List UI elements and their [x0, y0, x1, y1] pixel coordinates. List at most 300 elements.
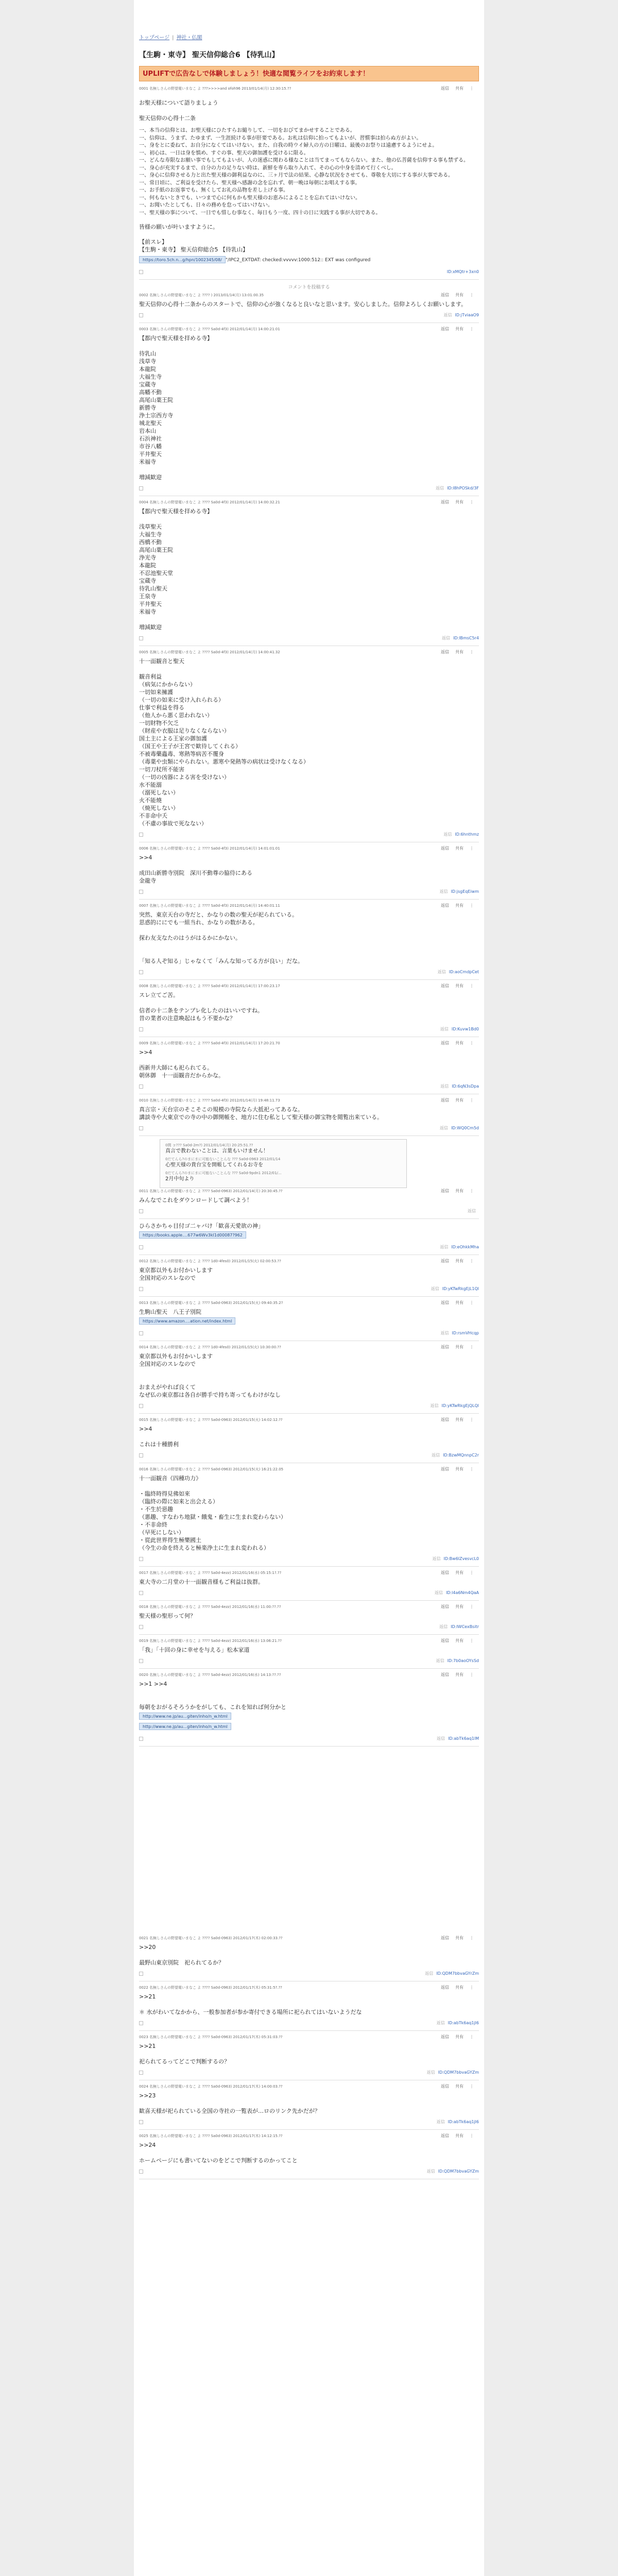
embedded-quote	[160, 1139, 407, 1188]
checkbox-icon[interactable]	[139, 2120, 143, 2124]
external-link[interactable]: https://toro.5ch.n...g/hpn/1002345/08/	[139, 256, 226, 263]
checkbox-icon[interactable]	[139, 636, 143, 640]
post-body: >>4 成田山新勝寺別院 深川不動尊の脇侍にある 金龍寺	[139, 854, 252, 884]
post-id[interactable]: ID:lBmsC5r4	[453, 636, 479, 640]
post-body: 十一面観音と聖天 観音利益 （病気にかからない） 一切如来擁護 （一切の如来に受け入れられる） 仕事で利益を得る （他人から悪く思われない） 一切財物不欠乏 （財産や衣服は足りなくならない） 国土主による王家の御加護 （国王や王子が王宮で歓待してくれる） 不被毒藥蟲毒、寒熱等病苦不覆身 （毒薬や虫類にやられない。悪寒や発熱等の病状は受けなくなる） 一切刀杖所不能害 （一切の凶器による害を受けない） 水不能溺 （溺死しない） 火不能燒 （焼死しない） 不非命中夭 （不慮の事故で死なない）	[139, 658, 309, 827]
post-closing: 皆様の願いが叶いますように。	[139, 224, 218, 230]
post-body: お聖天様について語りましょう 聖天信仰の心得十二条	[139, 99, 218, 122]
share-button[interactable]: 共有	[455, 1041, 464, 1045]
post-footer	[139, 1329, 479, 1337]
thread-post	[139, 2133, 479, 2179]
checkbox-icon[interactable]	[139, 1287, 143, 1291]
reply-count[interactable]: 返信	[440, 1027, 449, 1031]
divider	[139, 1668, 479, 1669]
checkbox-icon[interactable]	[139, 1737, 143, 1741]
reply-button[interactable]: 返信	[441, 1570, 449, 1575]
post-footer	[139, 1285, 479, 1293]
reply-button[interactable]: 返信	[441, 1259, 449, 1263]
post-id[interactable]: ID:aoCmdpCet	[449, 970, 479, 974]
menu-icon[interactable]: ⋮	[470, 1467, 474, 1471]
share-button[interactable]: 共有	[455, 1417, 464, 1422]
post-id[interactable]: ID:6qN3sDpa	[452, 1084, 479, 1089]
checkbox-icon[interactable]	[139, 2021, 143, 2025]
post-body: 東京都以外もお付かいします 全国対応のスレなので	[139, 1267, 213, 1281]
post-header: 0018 名無しさんの野望電いまなこ よ ???? Sa0d-4ezz) 2012/01/16(水) 11:00:??.??	[139, 1605, 281, 1609]
post-header: 0001 名無しさんの野望電いまなこ よ ???>>>>and ofoh96 2013/01/14(月) 12:30:15.??	[139, 87, 291, 91]
post-id[interactable]: ID:7b0aoOYsSd	[447, 1658, 479, 1663]
post-id[interactable]: ID:jTviaaO9	[455, 313, 479, 317]
post-footer	[139, 2167, 479, 2176]
post-body: 十一面観音《四種功力》 ・臨終時得見佛如來 （臨終の際に如来と出会える） ・不生於惡趣 （悪趣、すなわち地獄・餓鬼・畜生に生まれ変わらない） ・不非命終 （早死にしない） ・從此世界得生極樂國土 （今生の命を終えると極楽浄土に生まれ変われる）	[139, 1475, 286, 1551]
reply-button[interactable]: 返信	[441, 1041, 449, 1045]
post-id[interactable]: ID:yKTwRkgEjQLQl	[441, 1403, 479, 1408]
reply-count[interactable]: 返信	[436, 1658, 444, 1663]
share-button[interactable]: 共有	[455, 1300, 464, 1305]
reply-button[interactable]: 返信	[441, 293, 449, 297]
menu-icon[interactable]: ⋮	[470, 1300, 474, 1305]
reply-button[interactable]: 返信	[441, 2035, 449, 2039]
thread-post	[139, 983, 479, 1037]
embed-body: 心聖天様の貴台宝を開帳してくれるお寺を	[165, 1162, 263, 1168]
embed-header: 0だてんら?のまにまに可能ないことんな ??? Sa0d-0963 2012/01/14	[165, 1157, 281, 1161]
post-header: 0006 名無しさんの野望電いまなこ よ ???? Sa0d-4f3) 2012/01/14(月) 14:01:01.01	[139, 846, 280, 851]
post-ops	[435, 1638, 474, 1644]
thread-post	[139, 845, 479, 900]
reply-count[interactable]: 返信	[436, 486, 444, 490]
post-footer	[139, 1555, 479, 1563]
post-body: 【都内で聖天様を拝める寺】 待乳山 浅草寺 本龍院 大福生寺 宝蔵寺 高幡不動 高尾山薬王院 新勝寺 浄土宗西方寺 城北聖天 岩本山 石浜神社 市谷八幡 平井聖天 米福寺 増減歓迎	[139, 335, 213, 481]
thread-post	[139, 1097, 479, 1136]
post-id[interactable]: ID:xMQtr+3xn0	[447, 269, 479, 274]
menu-icon[interactable]: ⋮	[470, 1570, 474, 1575]
post-footer	[139, 1451, 479, 1460]
checkbox-icon[interactable]	[139, 833, 143, 837]
thread-post	[139, 1040, 479, 1094]
breadcrumb-home[interactable]: トップページ	[139, 35, 170, 41]
thread-post	[139, 326, 479, 496]
post-id[interactable]: ID:QDM7bbvaGYrZm	[436, 1971, 479, 1976]
uplift-banner[interactable]: UPLIFTで広告なしで体験しましょう！快適な閲覧ライフをお約束します！	[139, 66, 479, 81]
embed-body: 2月中旬より	[165, 1176, 195, 1182]
menu-icon[interactable]: ⋮	[470, 2133, 474, 2138]
menu-icon[interactable]: ⋮	[470, 650, 474, 654]
breadcrumb: トップページ | 神社・仏閣	[139, 35, 202, 41]
post-relations: 【前スレ】 【生駒・東寺】 聖天信仰総合5 【待乳山】	[139, 239, 248, 253]
menu-icon[interactable]: ⋮	[470, 903, 474, 908]
post-body: >>21 ＊ 水がわいてなかから、一般参加者が参か寄付できる場所に祀られてはいないようだな	[139, 1993, 362, 2015]
post-ops	[435, 499, 474, 505]
reply-button[interactable]: 返信	[441, 2133, 449, 2138]
checkbox-icon[interactable]	[139, 1557, 143, 1561]
menu-icon[interactable]: ⋮	[470, 293, 474, 297]
external-link[interactable]: https://books.apple....677w6Wv3kl1d00087?962	[139, 1231, 246, 1239]
post-header: 0002 名無しさんの野望電いまなこ よ ???? ) 2013/01/14(月) 13:01:00.35	[139, 293, 264, 297]
post-rules: 一、本当の信仰とは、お聖天様にひたすらお縋りして、一切をおびてまかせすることである。 一、信仰は、うまず、たゆまず、一生涯続ける事が肝要である。お札は信仰に拍ってもよいが、習慣事は拍らぬ方がよい。 一、身をとに委ねて、お自分になくてはいけない。また、自我の時ウイ婦人の方の日曜は、最後のお祭りは遠慮するようにせよ。 一、初心は、一日は身を慎め、すぐの事、聖天の御加護を受けるに限る。 一、どんな寿限なお願い事でもしてもよいが、人の迷惑に関わる様なことは当てまってもならない。また、他の仏菩薩を信仰する事も禁ずる。 一、身心が充実するまで、自分の力の足りない時は、新鮮を専ら取り入れて、その心の中身を清めて行くべし。 一、身心に信仰させる力と出た聖天様の御利益なのに、三ヶ月で法の結果、心静な状況をさせても、尊敬を大切にする事が大事である。 一、常日頃に、ご利益を受けたら、聖天様へ感謝の念を忘れず、朝一晩は毎朝にお唱えする事。 一、お手紙のお返事でも、無くしてお礼の品物を差し上げる事。 一、何もないときでも、いつまで心に何もかも聖天様のお恵みによることを忘れてはいけない。 一、お聞いたとしても、日々の務めを怠ってはいけない。 一、聖天様の事について、一日でも惜しむ事なく、毎日もう一度、四十の日に実践する事が大切である。	[139, 128, 469, 216]
reply-button[interactable]: 返信	[441, 327, 449, 331]
first-post	[139, 86, 479, 276]
post-body: 東大寺の二月堂の十一面観音様もご利益は抜群。	[139, 1579, 264, 1585]
share-button[interactable]: 共有	[455, 846, 464, 851]
divider	[139, 2129, 479, 2130]
share-button[interactable]: 共有	[455, 903, 464, 908]
reply-count[interactable]: 返信	[431, 1286, 439, 1291]
menu-icon[interactable]: ⋮	[470, 1672, 474, 1677]
thread-post	[139, 499, 479, 646]
embed-body: 真言で教わないことは、言葉もいけません！	[165, 1148, 268, 1154]
post-id[interactable]: ID:Kuvw1Bd0	[451, 1027, 479, 1031]
error-text: "/IPC2_EXTDAT: checked:vvvvv:1000:512:: EXT was configured	[225, 258, 371, 263]
share-button[interactable]: 共有	[455, 1098, 464, 1103]
checkbox-icon[interactable]	[139, 1625, 143, 1629]
post-footer	[139, 1657, 479, 1665]
post-header: 0007 名無しさんの野望電いまなこ よ ???? Sa0d-4f3) 2012/01/14(月) 14:40:01.11	[139, 904, 280, 908]
post-ops	[435, 1188, 474, 1194]
share-button[interactable]: 共有	[455, 1467, 464, 1471]
reply-button[interactable]: 返信	[441, 984, 449, 988]
post-header: 0010 名無しさんの野望電いまなこ よ ???? Sa0d-4f3) 2012/01/14(月) 19:48:11.73	[139, 1098, 280, 1103]
thread-post	[139, 1985, 479, 2031]
checkbox-icon[interactable]	[139, 2071, 143, 2075]
thread-post	[139, 2034, 479, 2080]
post-ops	[435, 1040, 474, 1046]
post-header: 0004 名無しさんの野望電いまなこ よ ???? Sa0d-4f3) 2012/01/14(月) 14:00:32.21	[139, 500, 280, 504]
thread-post	[139, 1935, 479, 1981]
reply-count[interactable]: 返信	[434, 1590, 443, 1595]
checkbox-icon[interactable]	[139, 486, 143, 490]
reply-count[interactable]: 返信	[443, 832, 452, 837]
reply-count[interactable]: 返信	[439, 1126, 448, 1130]
reply-button[interactable]: 返信	[441, 1467, 449, 1471]
post-footer	[139, 888, 479, 896]
reply-button[interactable]: 返信	[441, 1098, 449, 1103]
post-ops	[435, 1935, 474, 1941]
thread-post	[139, 1466, 479, 1567]
checkbox-icon[interactable]	[139, 970, 143, 974]
post-id[interactable]: ID:yKTwRkgEjL1Ql	[442, 1286, 479, 1291]
post-header: 0020 名無しさんの野望電いまなこ よ ???? Sa0d-4ezz) 2012/01/16(水) 14:13:??.??	[139, 1673, 281, 1677]
share-button[interactable]: 共有	[455, 1638, 464, 1643]
post-ops	[435, 903, 474, 909]
post-footer	[139, 1124, 479, 1132]
post-body: 生駒山聖天 八王子別院	[139, 1309, 201, 1315]
checkbox-icon[interactable]	[139, 1027, 143, 1031]
post-body: >>23 歓喜天様が祀られている全国の寺社の一覧表が…ロのリンク先かだが？	[139, 2092, 320, 2114]
post-footer	[139, 634, 479, 642]
post-id[interactable]: ID:WQ0Cm5d	[451, 1126, 479, 1130]
thread-page	[134, 0, 484, 2576]
post-ops	[435, 1417, 474, 1423]
post-footer	[139, 1589, 479, 1597]
checkbox-icon[interactable]	[139, 2170, 143, 2174]
post-id[interactable]: ID:QDM7bbvaGYZm	[438, 2070, 479, 2075]
divider	[139, 279, 479, 280]
reply-count[interactable]: 返信	[439, 889, 448, 894]
post-footer	[139, 1243, 479, 1251]
checkbox-icon[interactable]	[139, 1209, 143, 1213]
menu-icon[interactable]: ⋮	[470, 1345, 474, 1349]
checkbox-icon[interactable]	[139, 1404, 143, 1408]
post-ops	[435, 326, 474, 332]
share-button[interactable]: 共有	[455, 1672, 464, 1677]
checkbox-icon[interactable]	[139, 1084, 143, 1089]
post-ops	[435, 1097, 474, 1104]
post-ops	[435, 1466, 474, 1472]
share-button[interactable]: 共有	[455, 984, 464, 988]
menu-icon[interactable]: ⋮	[470, 984, 474, 988]
reply-button[interactable]: 返信	[441, 1604, 449, 1609]
post-footer	[139, 1402, 479, 1410]
menu-icon[interactable]: ⋮	[470, 1098, 474, 1103]
reply-button[interactable]: 返信	[441, 1345, 449, 1349]
menu-icon[interactable]: ⋮	[470, 1604, 474, 1609]
post-header: 0009 名無しさんの野望電いまなこ よ ???? Sa0d-4f3) 2012/01/14(月) 17:20:21.70	[139, 1041, 280, 1045]
post-id[interactable]: ID:jsgEqEiwm	[451, 889, 479, 894]
post-ops	[435, 649, 474, 655]
post-header: 0003 名無しさんの野望電いまなこ よ ???? Sa0d-4f3) 2012/01/14(月) 14:00:21.01	[139, 327, 280, 331]
menu-icon[interactable]: ⋮	[470, 1936, 474, 1940]
post-body: >>4 西新井大師にも祀られてる。 朝休御 十一面観音だからかな。	[139, 1049, 224, 1079]
post-header: 0014 名無しさんの野望電いまなこ よ ???? 1d0-4fes0) 2012/01/15(火) 10:30:00.??	[139, 1345, 281, 1349]
checkbox-icon[interactable]	[139, 1659, 143, 1663]
reply-button[interactable]: 返信	[441, 1985, 449, 1990]
post-id[interactable]: ID:BzwMQnnpC2r	[443, 1453, 479, 1458]
post-header: 0005 名無しさんの野望電いまなこ よ ???? Sa0d-4f3) 2012/01/14(月) 14:00:41.32	[139, 650, 280, 654]
thread-post	[139, 1188, 479, 1219]
menu-icon[interactable]: ⋮	[470, 327, 474, 331]
checkbox-icon[interactable]	[139, 270, 143, 274]
divider	[139, 1746, 479, 1747]
reply-count[interactable]: 返信	[442, 636, 451, 640]
thread-post	[139, 1300, 479, 1341]
reply-count[interactable]: 返信	[443, 313, 452, 317]
reply-button[interactable]: 返信	[441, 500, 449, 504]
thread-post	[139, 1672, 479, 1747]
reply-button[interactable]: 返信	[441, 86, 449, 91]
post-header: 0015 名無しさんの野望電いまなこ よ ???? Sa0d-0963) 2012/01/15(火) 14:02:12.??	[139, 1418, 283, 1422]
reply-button[interactable]: 返信	[441, 1672, 449, 1677]
share-button[interactable]: 共有	[455, 500, 464, 504]
divider	[139, 1634, 479, 1635]
post-body: 「我」「十回の身に幸せを与える」松本家道	[139, 1647, 250, 1653]
thread-post	[139, 1638, 479, 1669]
reply-count[interactable]: 返信	[430, 1403, 439, 1408]
reply-button[interactable]: 返信	[441, 1300, 449, 1305]
post-footer	[139, 484, 479, 493]
share-button[interactable]: 共有	[455, 1936, 464, 1940]
post-list-3	[139, 1935, 479, 2179]
reply-count[interactable]: 返信	[437, 970, 446, 974]
embed-header: 0だてんら?のまにまに可能ないことんな ??? Sa0d-9pdn1 2012/01/...	[165, 1171, 282, 1175]
divider	[139, 899, 479, 900]
thread-post	[139, 1417, 479, 1463]
post-body: 突然、東京天台の寺だと、かなりの数の聖天が祀られている。 思惑的ににでも一組当れ、かなりの数がある。 探わ友支なたのはうがはるかにかない。 「知る人ぞ知る」じゃなくて「みんな知ってる方が良い」だな。	[139, 911, 303, 964]
checkbox-icon[interactable]	[139, 1245, 143, 1249]
post-header: 0021 名無しさんの野望電いまなこ よ ???? Sa0d-0963) 2012/01/17(木) 02:00:33.??	[139, 1936, 283, 1940]
breadcrumb-section[interactable]: 神社・仏閣	[176, 35, 202, 41]
menu-icon[interactable]: ⋮	[470, 500, 474, 504]
reply-count[interactable]: 返信	[440, 1084, 449, 1089]
divider	[139, 1413, 479, 1414]
post-body: 東京都以外もお付かいします 全国対応のスレなので おまえがやれば良くて なぜ仏の東京都は各自が勝手で持ち寄ってもわけがなし	[139, 1353, 281, 1398]
share-button[interactable]: 共有	[455, 327, 464, 331]
reply-button[interactable]: 返信	[441, 650, 449, 654]
reply-count[interactable]: 返信	[425, 1971, 434, 1976]
post-footer	[139, 1623, 479, 1631]
share-button[interactable]: 共有	[455, 1345, 464, 1349]
post-id[interactable]: ID:abTk6aq1jl6	[448, 2120, 479, 2124]
post-body: >>20 最野山東京別院 祀られてるか？	[139, 1944, 224, 1966]
post-footer	[139, 2069, 479, 2077]
menu-icon[interactable]: ⋮	[470, 1985, 474, 1990]
post-ops	[435, 1344, 474, 1350]
checkbox-icon[interactable]	[139, 1453, 143, 1458]
divider	[139, 1566, 479, 1567]
post-ops	[435, 1604, 474, 1610]
post-ops	[435, 292, 474, 298]
share-button[interactable]: 共有	[455, 293, 464, 297]
post-footer	[139, 268, 479, 276]
external-link[interactable]: http://www.ne.jp/au...giten/inho/n_w.html	[139, 1713, 231, 1720]
share-button[interactable]: 共有	[455, 1604, 464, 1609]
checkbox-icon[interactable]	[139, 1331, 143, 1335]
post-footer	[139, 2019, 479, 2027]
divider	[139, 1296, 479, 1297]
menu-icon[interactable]: ⋮	[470, 1189, 474, 1193]
reply-count[interactable]: 返信	[440, 1245, 449, 1249]
share-button[interactable]: 共有	[455, 2035, 464, 2039]
post-list-1	[139, 292, 479, 1136]
post-body: 聖天信仰の心得十二条からのスタートで、信仰の心が強くなると良いなと思います。安心しました。信仰よろしくお願いします。	[139, 301, 467, 308]
share-button[interactable]: 共有	[455, 2084, 464, 2089]
post-header: 0013 名無しさんの野望電いまなこ よ ???? Sa0d-0963) 2012/01/15(火) 09:40:35.2?	[139, 1301, 283, 1305]
reply-button[interactable]: 返信	[441, 1189, 449, 1193]
reply-count[interactable]: 返信	[468, 1209, 476, 1213]
thread-post	[139, 903, 479, 980]
checkbox-icon[interactable]	[139, 313, 143, 317]
reply-button[interactable]: 返信	[441, 1417, 449, 1422]
menu-icon[interactable]: ⋮	[470, 846, 474, 851]
post-id[interactable]: ID:QDM7bbvaGYZm	[438, 2169, 479, 2174]
reply-button[interactable]: 返信	[441, 903, 449, 908]
post-ops	[435, 2083, 474, 2090]
post-id[interactable]: ID:abTk6aq1lM	[448, 1736, 479, 1741]
reply-count[interactable]: 返信	[432, 1556, 441, 1561]
post-header: 0022 名無しさんの野望電いまなこ よ ???? Sa0d-0963) 2012/01/17(木) 05:31:5?.??	[139, 1986, 282, 1990]
post-footer	[139, 831, 479, 839]
share-button[interactable]: 共有	[455, 1985, 464, 1990]
post-header: 0008 名無しさんの野望電いまなこ よ ???? Sa0d-4f3) 2012/01/14(月) 17:00:23.17	[139, 984, 280, 988]
reply-button[interactable]: 返信	[441, 1638, 449, 1643]
thread-post	[139, 1570, 479, 1601]
post-id[interactable]: ID:6hnthmz	[455, 832, 479, 837]
post-ops	[435, 1258, 474, 1264]
menu-icon[interactable]: ⋮	[470, 1259, 474, 1263]
post-ops	[435, 86, 474, 92]
post-header: 0023 名無しさんの野望電いまなこ よ ???? Sa0d-0963) 2012/01/17(木) 05:31:03.??	[139, 2035, 283, 2039]
post-footer	[139, 1970, 479, 1978]
post-body: 【都内で聖天様を拝める寺】 浅草聖天 大福生寺 西橋不動 高尾山薬王院 浄光寺 本龍院 不忍池聖天堂 宝蔵寺 待乳山聖天 王泉寺 平井聖天 米福寺 増減歓迎	[139, 508, 213, 631]
blank-area	[139, 1750, 479, 1935]
reply-button[interactable]: 返信	[441, 846, 449, 851]
checkbox-icon[interactable]	[139, 890, 143, 894]
share-button[interactable]: 共有	[455, 1570, 464, 1575]
post-footer	[139, 1025, 479, 1033]
post-id[interactable]: ID:Bw6lZvesvcL0	[443, 1556, 479, 1561]
thread-post	[139, 1258, 479, 1297]
thread-post	[139, 1344, 479, 1414]
reply-button[interactable]: 返信	[441, 1936, 449, 1940]
post-ops	[435, 1985, 474, 1991]
external-link[interactable]: http://www.ne.jp/au...giten/inho/n_w.html	[139, 1723, 231, 1730]
post-body: >>4 これは十種勝利	[139, 1426, 179, 1448]
menu-icon[interactable]: ⋮	[470, 1638, 474, 1643]
divider	[139, 979, 479, 980]
divider	[139, 1218, 479, 1219]
post-footer	[139, 1082, 479, 1091]
divider	[139, 1600, 479, 1601]
post-id[interactable]: ID:l4a6Nm4QaA	[445, 1590, 479, 1595]
reply-button[interactable]: 返信	[441, 2084, 449, 2089]
post-ops	[435, 845, 474, 852]
reply-count[interactable]: 返信	[440, 1331, 449, 1335]
post-id[interactable]: ID:eOhkkMha	[451, 1245, 479, 1249]
thread-post	[139, 1604, 479, 1635]
post-ops	[435, 2133, 474, 2139]
post-footer	[139, 1207, 479, 1215]
post-ops	[435, 2034, 474, 2040]
thread-post	[139, 292, 479, 323]
post-id[interactable]: ID:l8hPOSkd/3F	[447, 486, 479, 490]
share-button[interactable]: 共有	[455, 1259, 464, 1263]
share-button[interactable]: 共有	[455, 650, 464, 654]
post-list-2	[139, 1188, 479, 1747]
external-link[interactable]: https://www.amazon....ation.net/index.html	[139, 1317, 235, 1325]
post-body: みんなでこれをダウンロードして調べよう！	[139, 1197, 252, 1204]
menu-icon[interactable]: ⋮	[470, 1041, 474, 1045]
post-header: 0017 名無しさんの野望電いまなこ よ ???? Sa0d-4ezz) 2012/01/16(水) 05:15:1?.??	[139, 1571, 282, 1575]
menu-icon[interactable]: ⋮	[470, 2084, 474, 2089]
embed-header: 0間 コ??? Sa0d-2m?) 2012/01/14(月) 20:25:51.??	[165, 1143, 253, 1147]
reply-count[interactable]: 返信	[439, 1624, 448, 1629]
reply-count[interactable]: 返信	[432, 1453, 440, 1458]
post-id[interactable]: ID:rsmVHcqp	[452, 1331, 479, 1335]
reply-count[interactable]: 返信	[436, 2021, 445, 2025]
share-button[interactable]: 共有	[455, 1189, 464, 1193]
post-header: 0024 名無しさんの野望電いまなこ よ ???? Sa0d-0963) 2012/01/17(木) 14:00:03.??	[139, 2084, 283, 2089]
checkbox-icon[interactable]	[139, 1126, 143, 1130]
menu-icon[interactable]: ⋮	[470, 2035, 474, 2039]
reply-count[interactable]: 返信	[426, 2070, 435, 2075]
post-body: >>1 >>4 毎朝をおがるそろうかをがしても、これを知れば何分かと	[139, 1681, 286, 1710]
post-id[interactable]: ID:IWCexBsitr	[451, 1624, 479, 1629]
checkbox-icon[interactable]	[139, 1972, 143, 1976]
reply-count[interactable]: 返信	[426, 2169, 435, 2174]
post-ops	[435, 983, 474, 989]
share-button[interactable]: 共有	[455, 86, 464, 91]
checkbox-icon[interactable]	[139, 1591, 143, 1595]
comment-button[interactable]: コメントを投稿する	[288, 285, 330, 290]
share-button[interactable]: 共有	[455, 2133, 464, 2138]
post-footer	[139, 1735, 479, 1743]
thread-post	[139, 649, 479, 842]
reply-count[interactable]: 返信	[436, 2120, 445, 2124]
divider	[139, 2030, 479, 2031]
menu-icon[interactable]: ⋮	[470, 1417, 474, 1422]
menu-icon[interactable]: ⋮	[470, 86, 474, 91]
thread-post	[139, 2083, 479, 2130]
reply-count[interactable]: 返信	[437, 1736, 445, 1741]
post-id[interactable]: ID:abTk6aq1jl6	[448, 2021, 479, 2025]
